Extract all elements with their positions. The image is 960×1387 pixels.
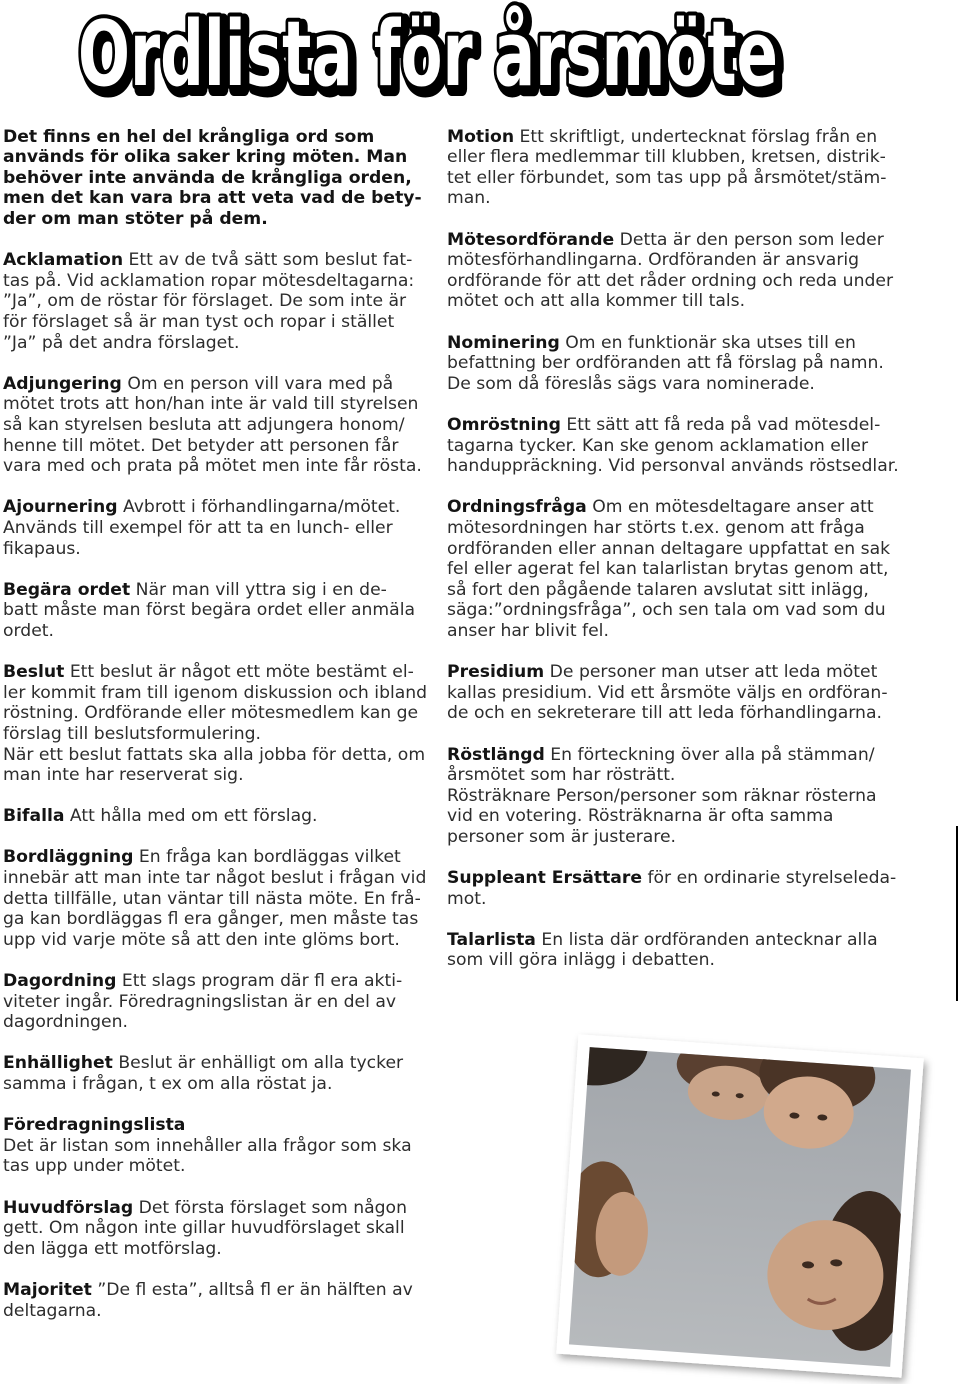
entry-line: de och en sekreterare till att leda förhandlingarna. xyxy=(447,703,882,724)
entry-line: gett. Om någon inte gillar huvudförslaget skall xyxy=(3,1218,405,1239)
glossary-entry xyxy=(3,806,438,827)
entry-first-line xyxy=(447,930,952,951)
entry-term: Begära ordet xyxy=(3,579,131,600)
entry-first-line xyxy=(447,333,952,354)
entry-first-line xyxy=(3,250,438,271)
entry-definition: En fråga kan bordläggas vilket xyxy=(138,847,401,868)
glossary-entry xyxy=(447,930,952,971)
entry-definition: En lista där ordföranden antecknar alla xyxy=(541,929,878,950)
entry-term: Presidium xyxy=(447,662,545,683)
entry-first-line xyxy=(3,806,438,827)
entry-line: röstning. Ordförande eller mötesmedlem kan ge xyxy=(3,703,419,724)
entry-line: batt måste man först begära ordet eller anmäla xyxy=(3,600,416,621)
entry-line: ga kan bordläggas fl era gånger, men måste tas xyxy=(3,909,419,930)
entry-line: mötesförhandlingarna. Ordföranden är ansvarig xyxy=(447,250,860,271)
entry-definition: Ett av de två sätt som beslut fat- xyxy=(128,250,413,271)
entry-definition: Avbrott i förhandlingarna/mötet. xyxy=(122,497,401,518)
entry-line: den lägga ett motförslag. xyxy=(3,1238,222,1259)
entry-definition: ”De fl esta”, alltså fl er än hälften av xyxy=(97,1279,413,1300)
glossary-entry xyxy=(3,847,438,950)
entry-first-line xyxy=(3,374,438,395)
entry-term: Suppleant Ersättare xyxy=(447,868,643,889)
glossary-entry xyxy=(3,971,438,1033)
entry-definition: En förteckning över alla på stämman/ xyxy=(550,744,875,765)
entry-first-line xyxy=(3,971,438,992)
entry-line: handuppräckning. Vid personval används röstsedlar. xyxy=(447,456,899,477)
entry-term: Acklamation xyxy=(3,250,124,271)
glossary-entry xyxy=(3,662,438,786)
entry-line: När ett beslut fattats ska alla jobba för detta, om xyxy=(3,744,426,765)
entry-line: henne till mötet. Det betyder att personen får xyxy=(3,435,399,456)
entry-definition: Ett sätt att få reda på vad mötesdel- xyxy=(566,415,881,435)
entry-line: fel eller agerat fel kan talarlistan brytas genom att, xyxy=(447,559,889,580)
entry-line: Det är listan som innehåller alla frågor som ska xyxy=(3,1135,412,1156)
entry-term: Dagordning xyxy=(3,971,117,992)
entry-first-line xyxy=(3,1198,438,1219)
title-graphic xyxy=(0,0,960,112)
entry-line: ler kommit fram till igenom diskussion och ibland xyxy=(3,682,428,703)
intro-line: men det kan vara bra att veta vad de bety- xyxy=(3,188,422,209)
entry-line: ordförande för att det råder ordning och reda under xyxy=(447,270,894,291)
entry-term: Bordläggning xyxy=(3,847,134,868)
entry-line: innebär att man inte tar något beslut i frågan vid xyxy=(3,868,427,889)
entry-line: detta tillfälle, utan väntar till nästa möte. En frå- xyxy=(3,888,421,909)
entry-line: ordföranden eller annan deltagare uppfattat en sak xyxy=(447,538,891,559)
entry-line: tet eller förbundet, som tas upp på årsmötet/stäm- xyxy=(447,167,887,188)
entry-term: Adjungering xyxy=(3,373,122,394)
entry-line: eller flera medlemmar till klubben, kretsen, distrik- xyxy=(447,147,886,168)
entry-line: Används till exempel för att ta en lunch- eller xyxy=(3,517,393,538)
page-title-shadow: Ordlista för årsmöte xyxy=(82,6,782,111)
entry-line: säga:”ordningsfråga”, och sen tala om vad som du xyxy=(447,600,886,621)
entry-definition: Ett slags program där fl era akti- xyxy=(121,971,403,992)
intro-line: behöver inte använda de krångliga orden, xyxy=(3,167,412,188)
entry-definition: Om en mötesdeltagare anser att xyxy=(592,497,874,518)
glossary-entry xyxy=(3,1053,438,1094)
glossary-entry xyxy=(447,868,952,909)
entry-line: dagordningen. xyxy=(3,1012,128,1033)
glossary-entry xyxy=(447,127,952,209)
entry-definition: Beslut är enhälligt om alla tycker xyxy=(118,1053,404,1074)
glossary-entry xyxy=(447,230,952,312)
entry-line: årsmötet som har rösträtt. xyxy=(447,765,676,786)
entry-term: Motion xyxy=(447,126,515,147)
entry-term: Omröstning xyxy=(447,415,561,435)
entry-term: Huvudförslag xyxy=(3,1197,134,1218)
entry-term: Talarlista xyxy=(447,929,536,950)
glossary-entry xyxy=(447,415,952,477)
entry-line: tas upp under mötet. xyxy=(3,1156,186,1177)
entry-term: Föredragningslista xyxy=(3,1115,186,1136)
entry-line: tagarna tycker. Kan ske genom acklamation eller xyxy=(447,435,869,456)
glossary-entry xyxy=(3,497,438,559)
entry-definition: De personer man utser att leda mötet xyxy=(549,662,878,683)
entry-definition: Att hålla med om ett förslag. xyxy=(69,806,318,827)
edge-line xyxy=(956,826,958,1001)
glossary-entry xyxy=(3,580,438,642)
entry-line: tas på. Vid acklamation ropar mötesdeltagarna: xyxy=(3,270,415,291)
entry-first-line xyxy=(3,1115,438,1136)
intro-line: der om man stöter på dem. xyxy=(3,209,268,230)
entry-line: ”Ja”, om de röstar för förslaget. De som inte är xyxy=(3,291,407,312)
intro-line: används för olika saker kring möten. Man xyxy=(3,147,408,168)
entry-line: vara med och prata på mötet men inte får rösta. xyxy=(3,456,422,477)
entry-first-line xyxy=(447,127,952,148)
entry-line: man. xyxy=(447,188,491,209)
entry-line: ordet. xyxy=(3,620,54,641)
entry-line: De som då föreslås sägs vara nominerade. xyxy=(447,373,815,394)
entry-first-line xyxy=(3,580,438,601)
entry-term: Ajournering xyxy=(3,497,118,518)
entry-term: Bifalla xyxy=(3,806,65,827)
right-column xyxy=(447,127,952,992)
entry-line: anser har blivit fel. xyxy=(447,620,609,641)
left-column xyxy=(3,127,438,1342)
glossary-entry xyxy=(3,1198,438,1260)
entry-definition: för en ordinarie styrelseleda- xyxy=(647,868,897,889)
entry-first-line xyxy=(447,230,952,251)
entry-line: mot. xyxy=(447,888,487,909)
glossary-entry xyxy=(447,745,952,848)
entry-definition: Det första förslaget som någon xyxy=(138,1197,407,1218)
entry-line: så kan styrelsen besluta att adjungera honom/ xyxy=(3,415,405,435)
entry-line: personer som är justerare. xyxy=(447,826,677,847)
entry-first-line xyxy=(447,868,952,889)
glossary-entry xyxy=(3,1280,438,1321)
glossary-entry xyxy=(447,662,952,724)
intro-paragraph xyxy=(3,127,438,230)
entry-first-line xyxy=(3,1280,438,1301)
entry-definition: Ett skriftligt, undertecknat förslag från en xyxy=(519,126,878,147)
glossary-entry xyxy=(3,1115,438,1177)
entry-first-line xyxy=(3,662,438,683)
entry-line: samma i frågan, t ex om alla röstat ja. xyxy=(3,1074,333,1094)
entry-term: Enhällighet xyxy=(3,1053,113,1074)
photo-polaroid xyxy=(540,1024,950,1384)
entry-term: Ordningsfråga xyxy=(447,497,587,518)
entry-definition: Detta är den person som leder xyxy=(619,229,884,250)
entry-line: vid en votering. Rösträknarna är ofta samma xyxy=(447,806,834,827)
entry-definition: När man vill yttra sig i en de- xyxy=(135,579,387,600)
entry-line: kallas presidium. Vid ett årsmöte väljs en ordföran- xyxy=(447,682,888,703)
entry-term: Röstlängd xyxy=(447,744,545,765)
entry-first-line xyxy=(3,497,438,518)
entry-term: Beslut xyxy=(3,662,65,683)
entry-line: Rösträknare Person/personer som räknar rösterna xyxy=(447,785,877,806)
entry-line: upp vid varje möte så att den inte glöms bort. xyxy=(3,929,400,950)
entry-first-line xyxy=(447,415,952,436)
entry-line: ”Ja” på det andra förslaget. xyxy=(3,332,240,353)
glossary-entry xyxy=(447,497,952,641)
entry-definition: Ett beslut är något ett möte bestämt el- xyxy=(69,662,414,683)
entry-line: viteter ingår. Föredragningslistan är en del av xyxy=(3,991,397,1012)
entry-line: befattning ber ordföranden att få förslag på namn. xyxy=(447,353,884,374)
entry-definition: Om en person vill vara med på xyxy=(127,373,394,394)
entry-term: Nominering xyxy=(447,332,560,353)
entry-first-line xyxy=(447,497,952,518)
glossary-entry xyxy=(447,333,952,395)
glossary-entry xyxy=(3,374,438,477)
entry-first-line xyxy=(3,1053,438,1074)
entry-line: mötet trots att hon/han inte är vald till styrelsen xyxy=(3,394,419,415)
entry-term: Majoritet xyxy=(3,1279,92,1300)
entry-line: mötesordningen har störts t.ex. genom att fråga xyxy=(447,517,865,538)
entry-first-line xyxy=(3,847,438,868)
entry-first-line xyxy=(447,662,952,683)
entry-line: förslag till beslutsformulering. xyxy=(3,723,262,744)
entry-definition: Om en funktionär ska utses till en xyxy=(565,332,856,353)
entry-term: Mötesordförande xyxy=(447,229,615,250)
entry-line: mötet och att alla kommer till tals. xyxy=(447,291,746,312)
entry-line: man inte har reserverat sig. xyxy=(3,765,244,786)
entry-line: så fort den pågående talaren avslutat sitt inlägg, xyxy=(447,579,869,600)
intro-line: Det finns en hel del krångliga ord som xyxy=(3,126,375,147)
entry-line: för förslaget så är man tyst och ropar i stället xyxy=(3,312,395,333)
page-title: Ordlista för årsmöte xyxy=(78,2,778,107)
entry-line: deltagarna. xyxy=(3,1300,102,1321)
entry-line: som vill göra inlägg i debatten. xyxy=(447,950,715,971)
glossary-entry xyxy=(3,250,438,353)
entry-first-line xyxy=(447,745,952,766)
entry-line: fikapaus. xyxy=(3,538,81,559)
